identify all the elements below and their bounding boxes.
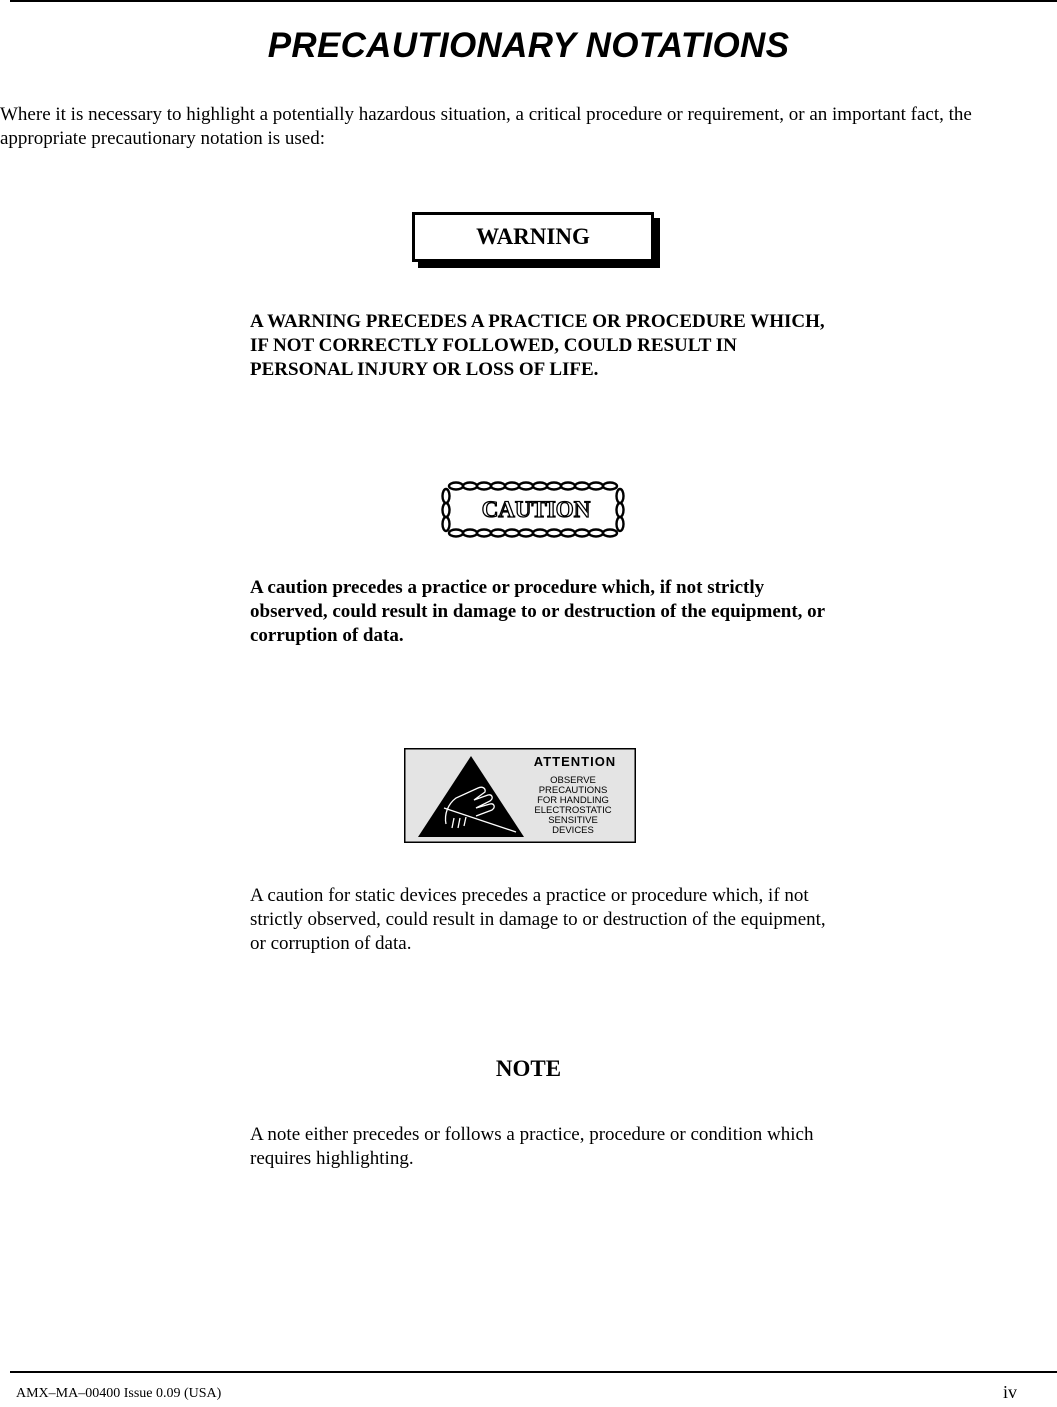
note-heading: NOTE (495, 1056, 562, 1081)
warning-label: WARNING (476, 224, 590, 249)
caution-text: A caution precedes a practice or procedure which, if not strictly observed, could result in damage to or destruction of the equipment, or corruption of data. (250, 577, 825, 646)
esd-line: OBSERVE (550, 775, 596, 786)
esd-line: ELECTROSTATIC (534, 805, 612, 816)
esd-attention-heading: ATTENTION (533, 754, 617, 769)
esd-line: FOR HANDLING (537, 795, 609, 806)
footer-document-id: AMX–MA–00400 Issue 0.09 (USA) (16, 1386, 222, 1401)
warning-label-box (412, 212, 654, 262)
bottom-rule (10, 1371, 1057, 1373)
top-rule (10, 0, 1057, 2)
page-title: PRECAUTIONARY NOTATIONS (267, 26, 790, 65)
esd-line: SENSITIVE (548, 815, 598, 826)
caution-label: CAUTION (481, 497, 591, 522)
footer-page-number: iv (1002, 1382, 1017, 1402)
intro-paragraph: Where it is necessary to highlight a potentially hazardous situation, a critical procedure or requirement, or an important fact, the appropriate precautionary notation is used: (0, 104, 972, 149)
esd-attention-label (404, 748, 636, 843)
esd-caution-text: A caution for static devices precedes a practice or procedure which, if not strictly observed, could result in damage to or destruction of the equipment, or corruption of data. (250, 885, 826, 954)
warning-text: A WARNING PRECEDES A PRACTICE OR PROCEDURE WHICH, IF NOT CORRECTLY FOLLOWED, COULD RESULT IN PERSONAL INJURY OR LOSS OF LIFE. (250, 311, 825, 380)
esd-line: PRECAUTIONS (538, 785, 608, 796)
esd-line: DEVICES (552, 825, 594, 836)
note-text: A note either precedes or follows a practice, procedure or condition which requires highlighting. (250, 1124, 814, 1169)
caution-label-box (440, 480, 626, 540)
